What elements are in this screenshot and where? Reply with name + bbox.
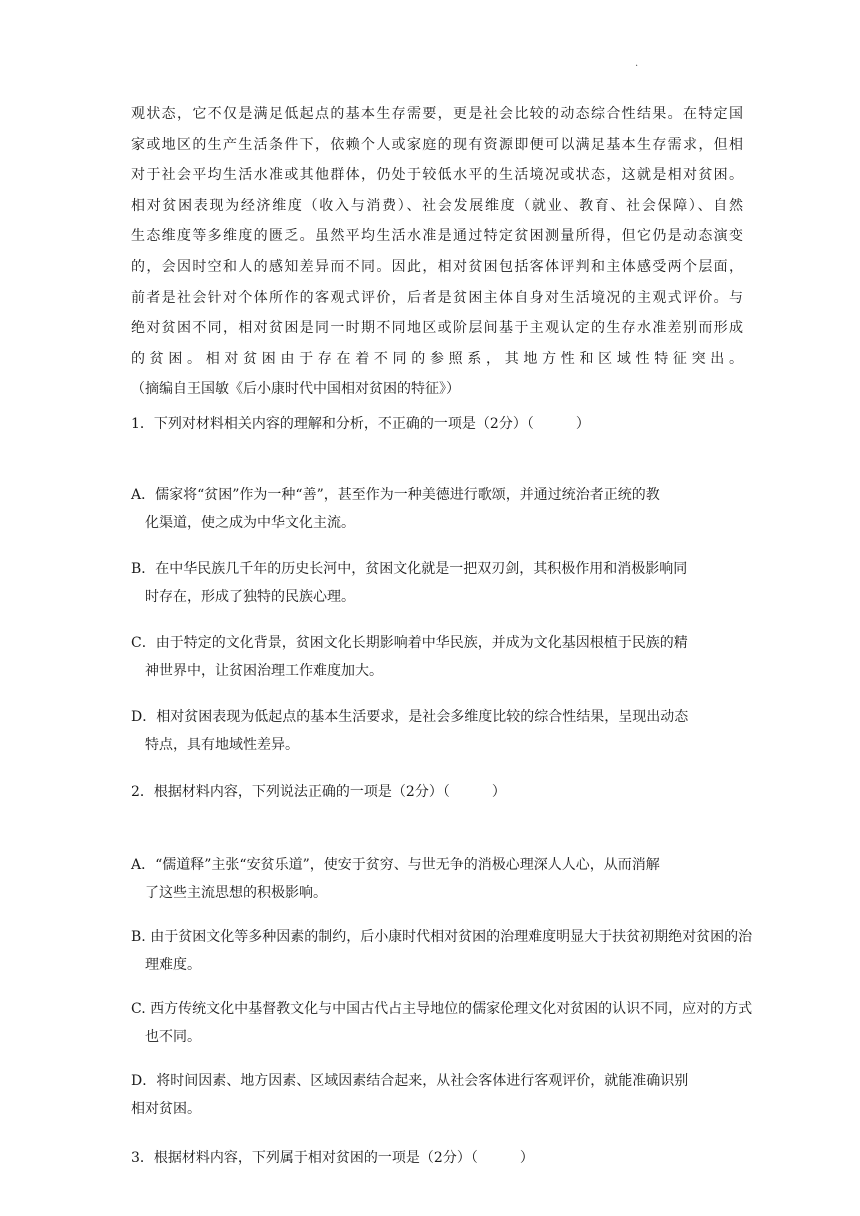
option-text: D．将时间因素、地方因素、区域因素结合起来，从社会客体进行客观评价，就能准确识别 bbox=[131, 1073, 689, 1089]
question-1-option-a[interactable] bbox=[131, 481, 746, 537]
question-2-option-b[interactable] bbox=[131, 923, 753, 979]
option-text: C. 西方传统文化中基督教文化与中国古代占主导地位的儒家伦理文化对贫困的认识不同，应对的方式 bbox=[131, 1001, 753, 1017]
question-1-stem bbox=[131, 410, 746, 438]
question-stem-text: 1．下列对材料相关内容的理解和分析，不正确的一项是（2分）（ ） bbox=[131, 416, 590, 432]
passage-line: 相对贫困表现为经济维度（收入与消费）、社会发展维度（就业、教育、社会保障）、自然 bbox=[131, 197, 743, 214]
option-text-continued: 化渠道，使之成为中华文化主流。 bbox=[145, 515, 355, 531]
reading-passage bbox=[131, 99, 743, 405]
option-text-continued: 特点，具有地域性差异。 bbox=[145, 737, 299, 753]
option-text: C．由于特定的文化背景，贫困文化长期影响着中华民族，并成为文化基因根植于民族的精 bbox=[131, 635, 688, 651]
passage-line: 的，会因时空和人的感知差异而不同。因此，相对贫困包括客体评判和主体感受两个层面， bbox=[131, 258, 743, 275]
passage-line: 对于社会平均生活水准或其他群体，仍处于较低水平的生活境况或状态，这就是相对贫困。 bbox=[131, 167, 743, 184]
question-2-option-a[interactable] bbox=[131, 851, 746, 907]
question-3-stem bbox=[131, 1144, 746, 1172]
question-stem-text: 2．根据材料内容，下列说法正确的一项是（2分）（ ） bbox=[131, 784, 506, 800]
question-1-option-b[interactable] bbox=[131, 555, 746, 611]
passage-line: 生态维度等多维度的匮乏。虽然平均生活水准是通过特定贫困测量所得，但它仍是动态演变 bbox=[131, 228, 743, 245]
passage-line: 观状态，它不仅是满足低起点的基本生存需要，更是社会比较的动态综合性结果。在特定国 bbox=[131, 106, 743, 122]
question-2-option-d[interactable] bbox=[131, 1067, 746, 1123]
passage-line: 的贫困。相对贫困由于存在着不同的参照系，其地方性和区域性特征突出。 bbox=[131, 350, 743, 367]
option-text-continued: 相对贫困。 bbox=[131, 1101, 201, 1117]
question-stem-text: 3．根据材料内容，下列属于相对贫困的一项是（2分）（ ） bbox=[131, 1150, 534, 1166]
option-text-continued: 了这些主流思想的积极影响。 bbox=[145, 885, 327, 901]
option-text: B．在中华民族几千年的历史长河中，贫困文化就是一把双刃剑，其积极作用和消极影响同 bbox=[131, 561, 688, 577]
passage-line: 绝对贫困不同，相对贫困是同一时期不同地区或阶层间基于主观认定的生存水准差别而形成 bbox=[131, 320, 743, 337]
passage-source: （摘编自王国敏《后小康时代中国相对贫困的特征》） bbox=[131, 381, 460, 398]
passage-line: 前者是社会针对个体所作的客观式评价，后者是贫困主体自身对生活境况的主观式评价。与 bbox=[131, 289, 743, 306]
option-text: D．相对贫困表现为低起点的基本生活要求，是社会多维度比较的综合性结果，呈现出动态 bbox=[131, 709, 689, 725]
option-text: B. 由于贫困文化等多种因素的制约，后小康时代相对贫困的治理难度明显大于扶贫初期绝对贫困的治 bbox=[131, 929, 753, 945]
question-2-option-c[interactable] bbox=[131, 995, 753, 1051]
option-text-continued: 神世界中，让贫困治理工作难度加大。 bbox=[145, 663, 383, 679]
question-2-stem bbox=[131, 778, 746, 806]
option-text: A．“儒道释”主张“安贫乐道”，使安于贫穷、与世无争的消极心理深人人心，从而消解 bbox=[131, 857, 660, 873]
option-text: A．儒家将“贫困”作为一种“善”，甚至作为一种美德进行歌颂，并通过统治者正统的教 bbox=[131, 487, 660, 503]
option-text-continued: 时存在，形成了独特的民族心理。 bbox=[145, 589, 355, 605]
question-1-option-d[interactable] bbox=[131, 703, 746, 759]
question-1-option-c[interactable] bbox=[131, 629, 746, 685]
option-text-continued: 理难度。 bbox=[145, 957, 201, 973]
option-text-continued: 也不同。 bbox=[145, 1029, 201, 1045]
passage-line: 家或地区的生产生活条件下，依赖个人或家庭的现有资源即便可以满足基本生存需求，但相 bbox=[131, 136, 743, 153]
header-dot: . bbox=[635, 58, 639, 69]
